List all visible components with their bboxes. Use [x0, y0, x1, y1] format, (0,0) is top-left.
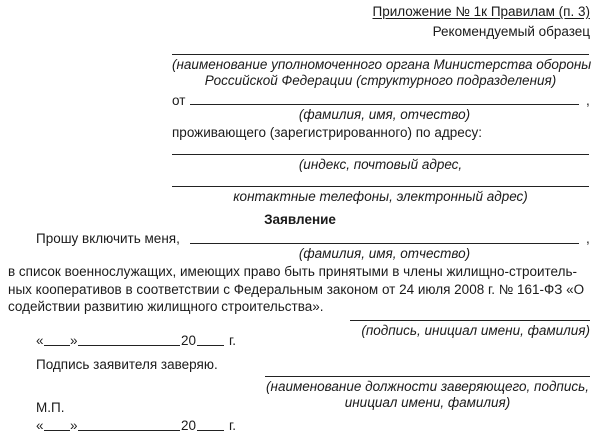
request-fio-line [190, 243, 579, 244]
date1-close-quote: » [70, 333, 78, 348]
recommended-sample-label: Рекомендуемый образец [432, 24, 590, 39]
signature-line [350, 320, 590, 321]
request-label: Прошу включить меня, [36, 231, 180, 246]
from-comma: , [586, 93, 590, 108]
address-line [172, 154, 589, 155]
organ-name-caption-line1: (наименование уполномоченного органа Министерства обороны [172, 57, 592, 72]
request-fio-caption: (фамилия, имя, отчество) [298, 246, 471, 261]
contacts-caption: контактные телефоны, электронный адрес) [233, 189, 528, 204]
date1-day-line [44, 345, 70, 346]
date2-year-line [197, 430, 224, 431]
signature-caption: (подпись, инициал имени, фамилия) [361, 323, 590, 338]
date1-open-quote: « [36, 333, 44, 348]
date1-year-prefix: 20 [181, 333, 197, 348]
request-body-text: в список военнослужащих, имеющих право быть принятыми в члены жилищно-строитель-ных кооперативов в соответствии с Федеральным законом от 24 июля 2008 г. № 161-ФЗ «О содействии развитию жилищного строительства». [8, 264, 585, 315]
stamp-label: М.П. [36, 400, 65, 415]
certifier-line [265, 376, 590, 377]
date2-year-suffix: г. [229, 418, 237, 433]
from-label: от [172, 93, 186, 108]
appendix-reference: Приложение № 1к Правилам (п. 3) [372, 4, 590, 19]
date1-year-line [197, 345, 224, 346]
certifier-caption-line2: инициал имени, фамилия) [344, 395, 511, 410]
date1-year-suffix: г. [229, 333, 237, 348]
certify-label: Подпись заявителя заверяю. [36, 357, 218, 372]
from-fio-caption: (фамилия, имя, отчество) [298, 107, 471, 122]
date2-close-quote: » [70, 418, 78, 433]
date2-open-quote: « [36, 418, 44, 433]
document-title: Заявление [264, 212, 336, 227]
organ-name-line [172, 54, 589, 55]
date2-year-prefix: 20 [181, 418, 197, 433]
from-fio-line [190, 104, 579, 105]
date2-day-line [44, 430, 70, 431]
certifier-caption-line1: (наименование должности заверяющего, подпись, [266, 379, 589, 394]
residing-label: проживающего (зарегистрированного) по адресу: [172, 125, 482, 140]
date1-month-line [78, 345, 180, 346]
date2-month-line [78, 430, 180, 431]
address-caption: (индекс, почтовый адрес, [298, 157, 463, 172]
organ-name-caption-line2: Российской Федерации (структурного подразделения) [204, 73, 557, 88]
contacts-line [172, 186, 589, 187]
request-comma: , [586, 231, 590, 246]
